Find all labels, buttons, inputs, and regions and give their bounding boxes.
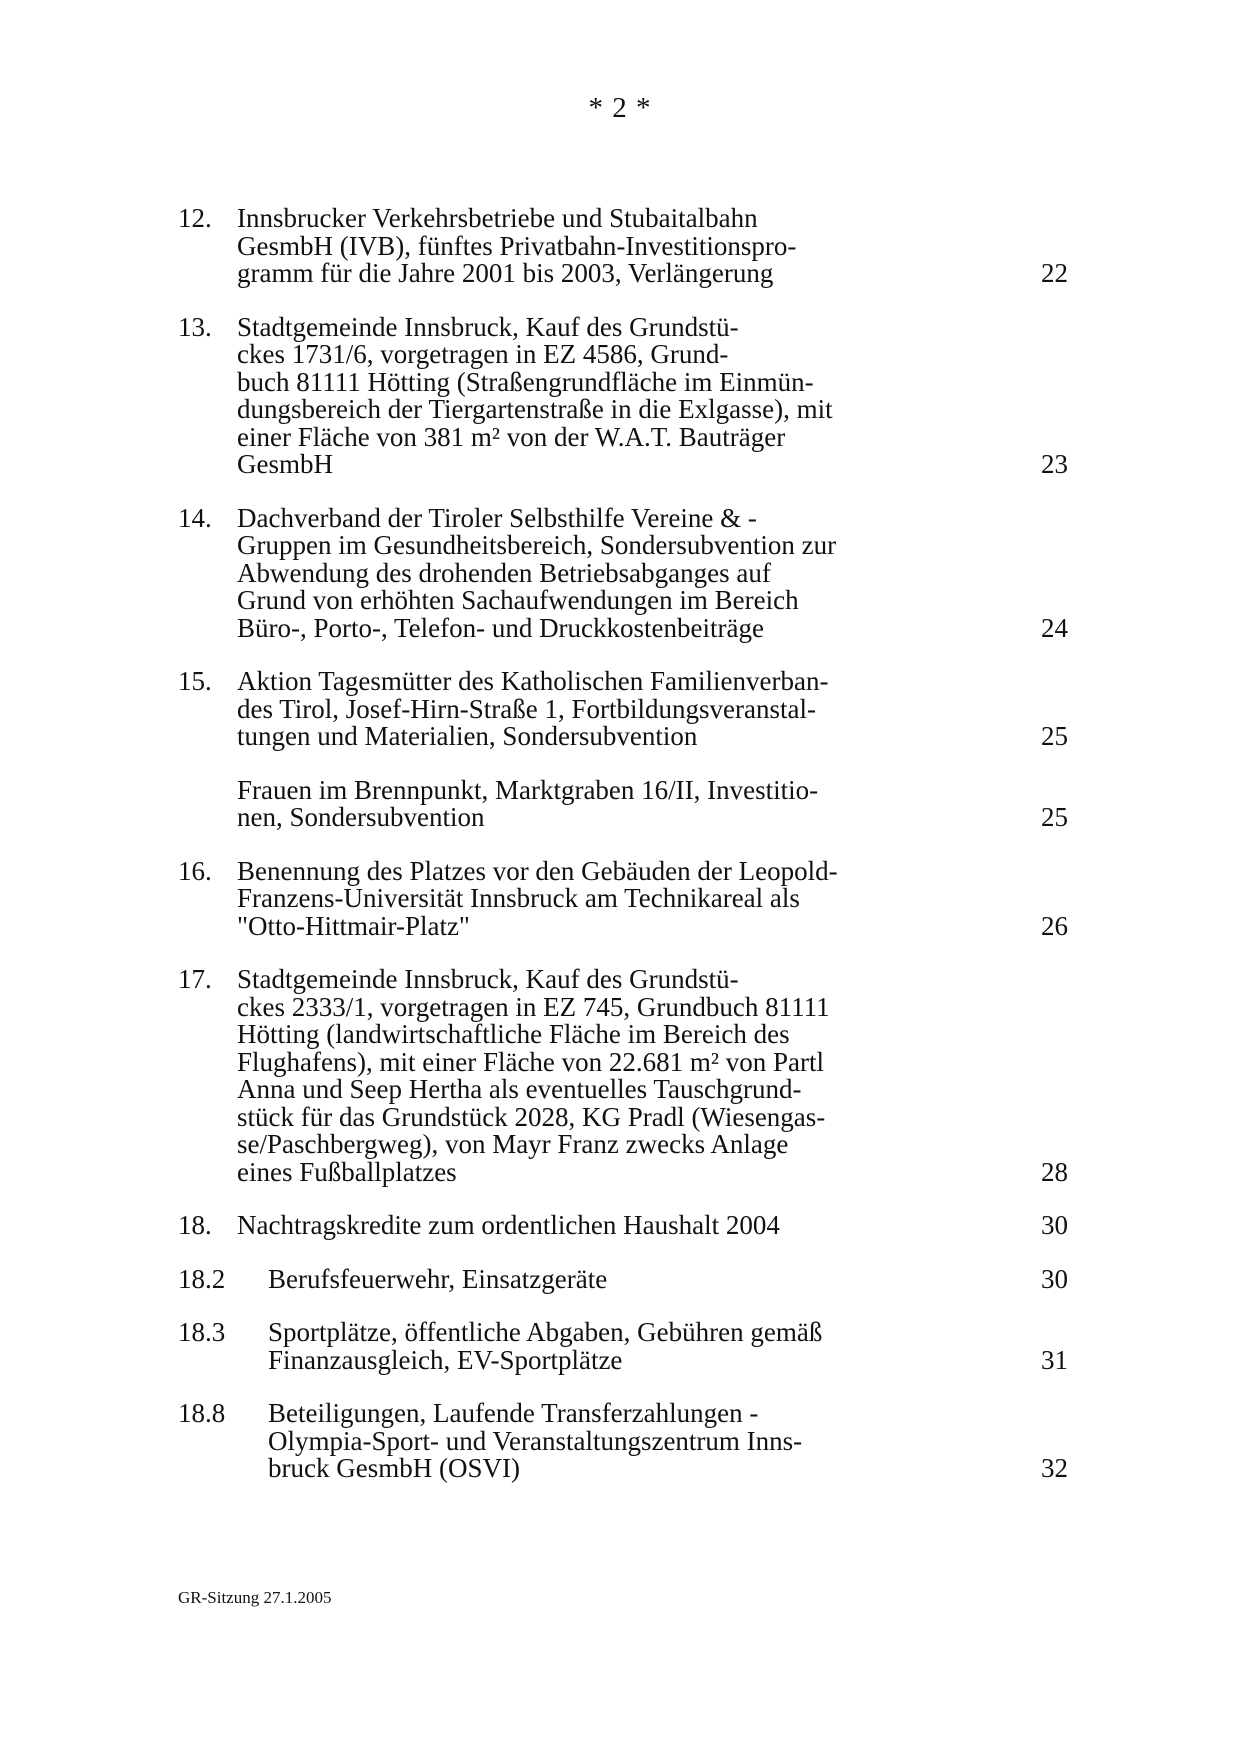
toc-entry-13 [178,311,1068,479]
entry-page: 28 [1041,1156,1068,1187]
entry-page: 26 [1041,910,1068,941]
entry-title: Stadtgemeinde Innsbruck, Kauf des Grundstü- ckes 1731/6, vorgetragen in EZ 4586, Grund- buch 81111 Hötting (Straßengrundfläche im Einmün- dungsbereich der Tiergartenstraße in die Exlgasse), mit einer Fläche von 381 m² von der W.A.T. Bauträger GesmbH [237,311,833,479]
toc-entry-15-frauen [178,774,1068,832]
toc-entry-16 [178,855,1068,941]
entry-page: 25 [1041,721,1068,751]
toc-entry-15 [178,668,1068,751]
entry-page: 22 [1041,258,1068,288]
entry-page: 32 [1041,1453,1068,1483]
entry-number: 18. [178,1210,212,1240]
entry-number: 18.8 [178,1398,226,1428]
footer-session-date: GR-Sitzung 27.1.2005 [178,1588,332,1607]
entry-number: 12. [178,203,212,233]
toc-entry-18-3 [178,1319,1068,1374]
entry-title: Stadtgemeinde Innsbruck, Kauf des Grundstü- ckes 2333/1, vorgetragen in EZ 745, Grundbuch 81111 Hötting (landwirtschaftliche Fläche im Bereich des Flughafens), mit einer Fläche von 22.681 m² von Partl Anna und Seep Hertha als eventuelles Tauschgrund- stück für das Grundstück 2028, KG Pradl (Wiesengas- se/Paschbergweg), von Mayr Franz zwecks Anlage eines Fußballplatzes [237,964,830,1187]
entry-title: Frauen im Brennpunkt, Marktgraben 16/II, Investitio- nen, Sondersubvention [237,774,819,832]
table-of-contents [178,205,1068,1483]
entry-number: 14. [178,502,212,533]
toc-entry-18-2 [178,1263,1068,1294]
entry-number: 13. [178,311,212,342]
entry-title: Beteiligungen, Laufende Transferzahlungen - Olympia-Sport- und Veranstaltungszentrum Inns- bruck GesmbH (OSVI) [268,1398,803,1483]
entry-number: 15. [178,666,212,696]
entry-number: 16. [178,855,212,886]
toc-entry-17 [178,966,1068,1186]
page-number: * 2 * [588,92,652,124]
entry-title: Aktion Tagesmütter des Katholischen Familienverban- des Tirol, Josef-Hirn-Straße 1, Fortbildungsveranstal- tungen und Materialien, Sondersubvention [237,666,829,751]
entry-title: Benennung des Platzes vor den Gebäuden der Leopold- Franzens-Universität Innsbruck am Technikareal als "Otto-Hittmair-Platz" [237,855,838,941]
entry-page: 25 [1041,802,1068,832]
entry-page: 30 [1041,1263,1068,1294]
entry-title: Berufsfeuerwehr, Einsatzgeräte [268,1263,608,1294]
entry-page: 24 [1041,612,1068,643]
toc-entry-18-8 [178,1400,1068,1483]
toc-entry-18 [178,1212,1068,1240]
entry-number: 18.2 [178,1263,226,1294]
entry-page: 23 [1041,449,1068,479]
entry-number: 17. [178,964,212,994]
toc-entry-12 [178,205,1068,288]
entry-title: Dachverband der Tiroler Selbsthilfe Vereine & - Gruppen im Gesundheitsbereich, Sondersubvention zur Abwendung des drohenden Betriebsabganges auf Grund von erhöhten Sachaufwendungen im Bereich Büro-, Porto-, Telefon- und Druckkostenbeiträge [237,502,837,643]
entry-page: 31 [1041,1344,1068,1375]
toc-entry-14 [178,502,1068,643]
entry-title: Sportplätze, öffentliche Abgaben, Gebühren gemäß Finanzausgleich, EV-Sportplätze [268,1317,823,1375]
entry-title: Innsbrucker Verkehrsbetriebe und Stubaitalbahn GesmbH (IVB), fünftes Privatbahn-Investitionspro- gramm für die Jahre 2001 bis 2003, Verlängerung [237,203,797,288]
entry-number: 18.3 [178,1317,226,1347]
entry-title: Nachtragskredite zum ordentlichen Haushalt 2004 [237,1210,780,1240]
entry-page: 30 [1041,1210,1068,1240]
